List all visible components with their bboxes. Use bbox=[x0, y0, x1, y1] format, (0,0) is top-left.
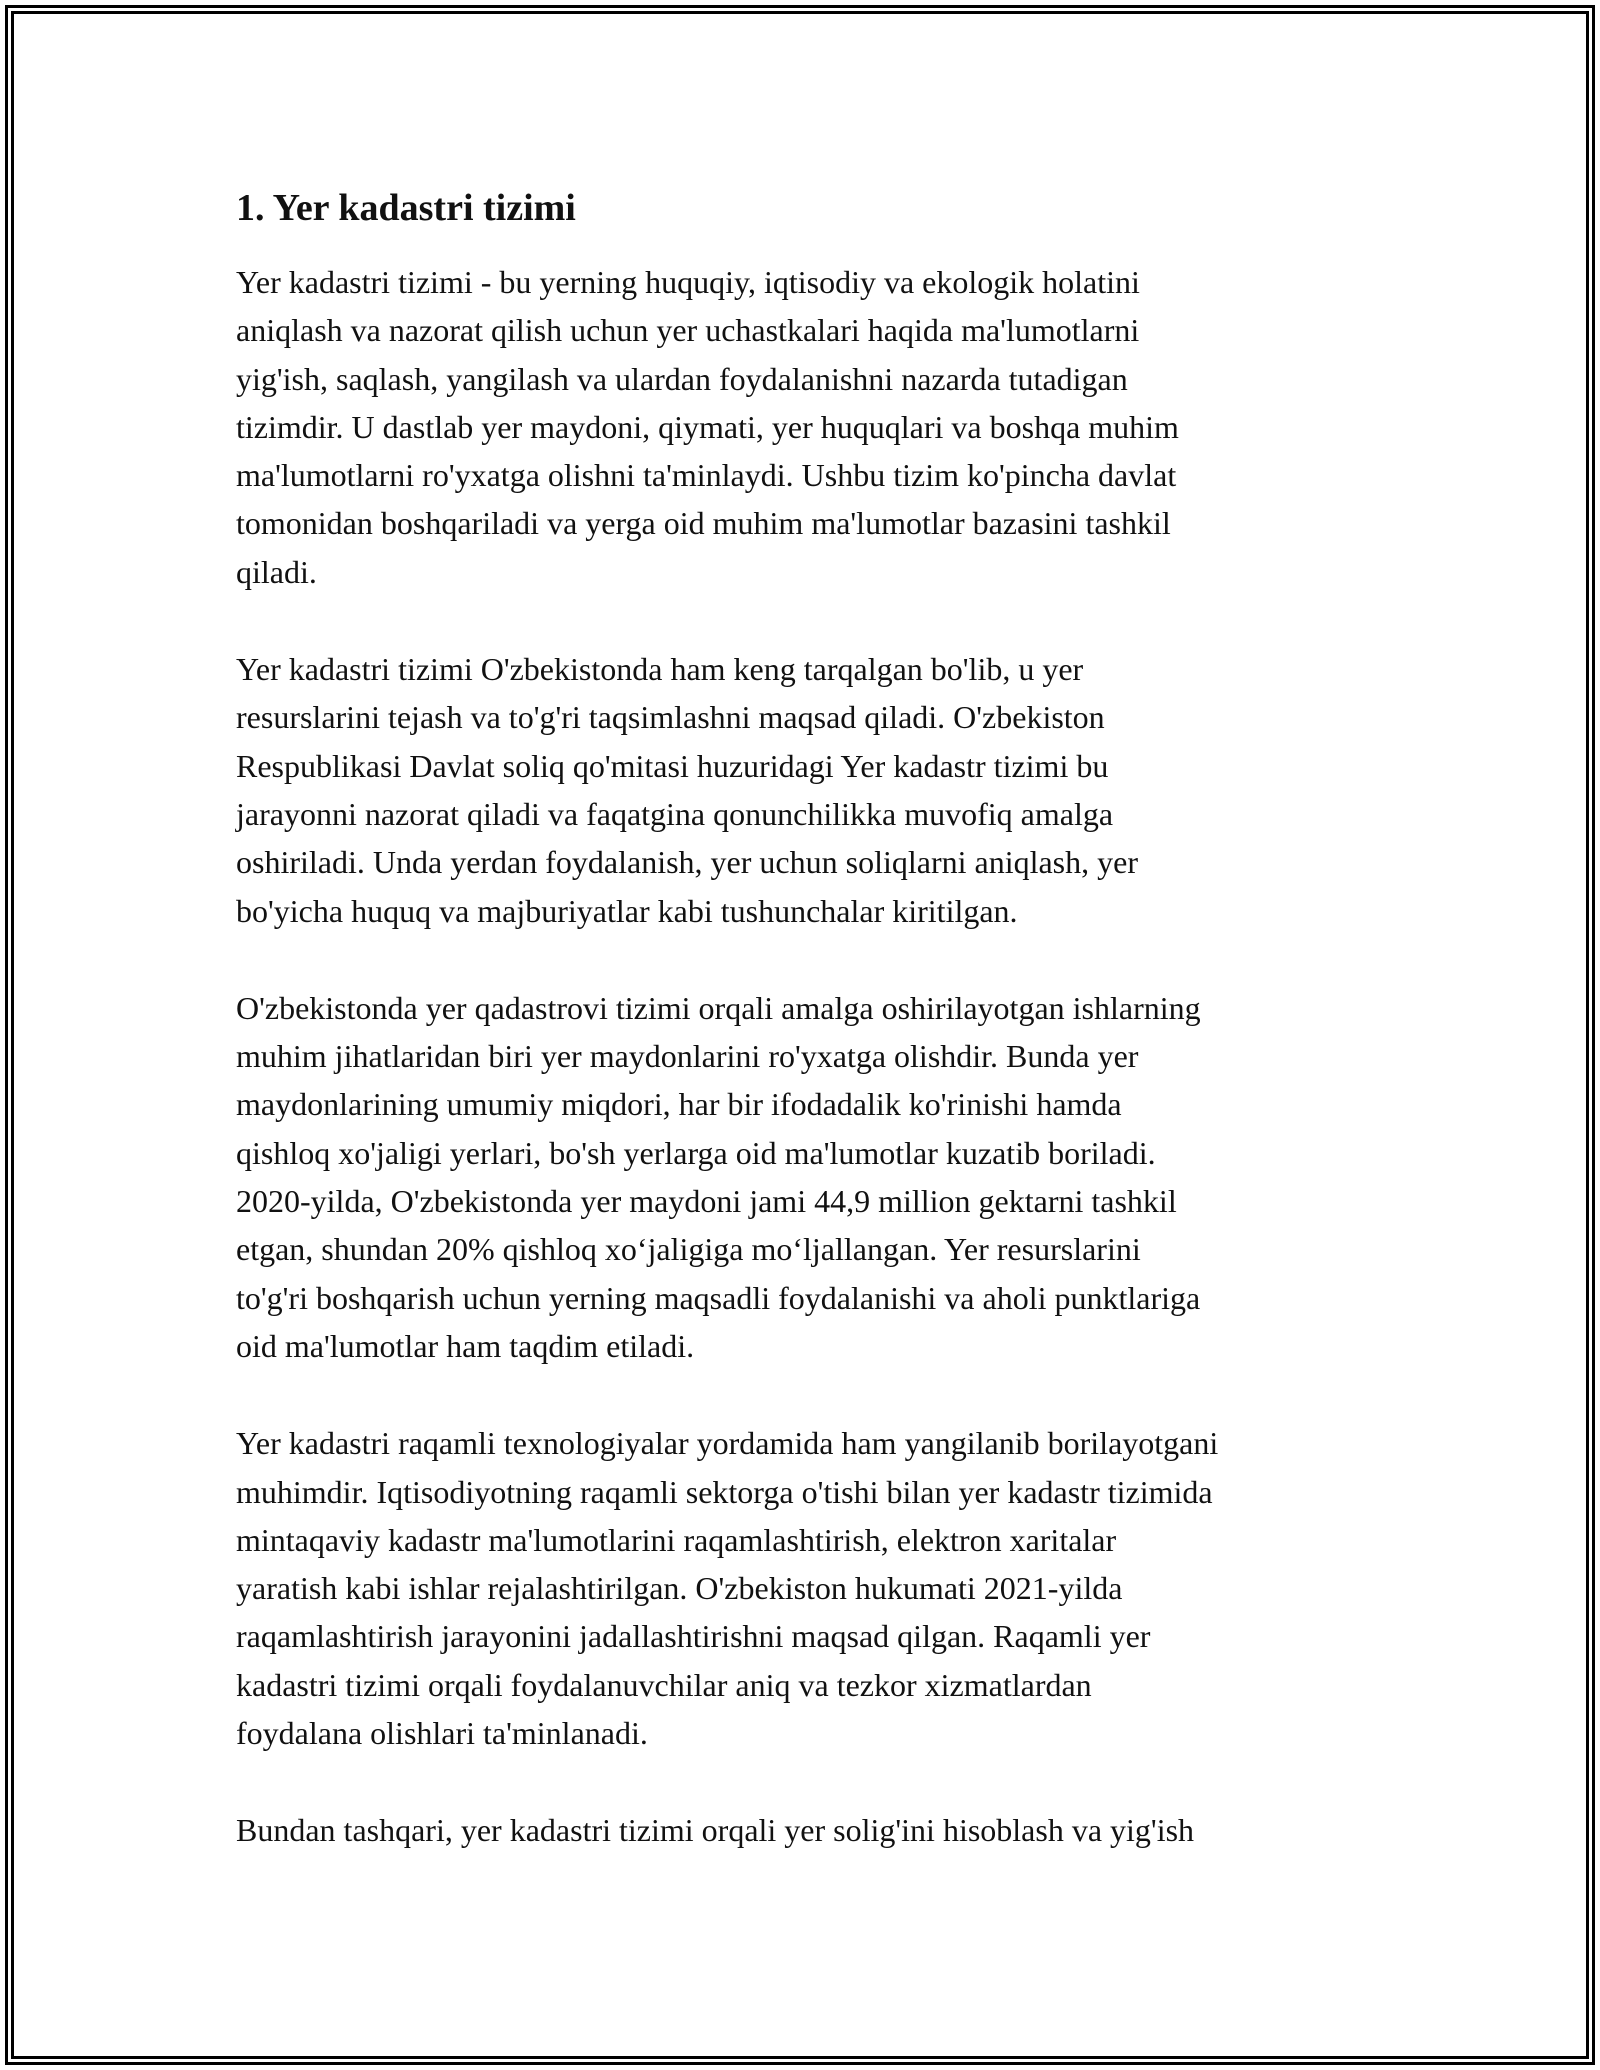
paragraph-digitalization bbox=[236, 1419, 1376, 1757]
text-line: yig'ish, saqlash, yangilash va ulardan foydalanishni nazarda tutadigan bbox=[236, 360, 1128, 397]
text-line: Yer kadastri tizimi - bu yerning huquqiy, iqtisodiy va ekologik holatini bbox=[236, 264, 1140, 300]
text-line: Yer kadastri tizimi O'zbekistonda ham keng tarqalgan bo'lib, u yer bbox=[236, 651, 1084, 688]
text-line: kadastri tizimi orqali foydalanuvchilar aniq va tezkor xizmatlardan bbox=[236, 1666, 1092, 1703]
paragraph-land-tax bbox=[236, 1806, 1376, 1854]
text-line: tizimdir. U dastlab yer maydoni, qiymati, yer huquqlari va boshqa muhim bbox=[236, 408, 1179, 445]
text-line: tomonidan boshqariladi va yerga oid muhim ma'lumotlar bazasini tashkil bbox=[236, 505, 1171, 542]
page-title: 1. Yer kadastri tizimi bbox=[236, 187, 576, 229]
text-line: jarayonni nazorat qiladi va faqatgina qonunchilikka muvofiq amalga bbox=[236, 795, 1114, 832]
paragraph-spacer bbox=[236, 1757, 1376, 1806]
text-line: foydalana olishlari ta'minlanadi. bbox=[236, 1715, 648, 1752]
text-line: aniqlash va nazorat qilish uchun yer uchastkalari haqida ma'lumotlarni bbox=[236, 312, 1140, 349]
text-line: muhim jihatlaridan biri yer maydonlarini ro'yxatga olishdir. Bunda yer bbox=[236, 1038, 1139, 1075]
text-line: O'zbekistonda yer qadastrovi tizimi orqali amalga oshirilayotgan ishlarning bbox=[236, 989, 1201, 1026]
text-line: Yer kadastri raqamli texnologiyalar yordamida ham yangilanib borilayotgani bbox=[236, 1425, 1219, 1462]
paragraph-land-registration bbox=[236, 984, 1376, 1370]
text-line: mintaqaviy kadastr ma'lumotlarini raqamlashtirish, elektron xaritalar bbox=[236, 1521, 1117, 1558]
paragraph-definition bbox=[236, 258, 1376, 596]
text-line: to'g'ri boshqarish uchun yerning maqsadli foydalanishi va aholi punktlariga bbox=[236, 1279, 1201, 1316]
text-line: resurslarini tejash va to'g'ri taqsimlashni maqsad qiladi. O'zbekiston bbox=[236, 699, 1105, 736]
text-line: oid ma'lumotlar ham taqdim etiladi. bbox=[236, 1327, 695, 1364]
text-line: etgan, shundan 20% qishloq xoʻjaligiga moʻljallangan. Yer resurslarini bbox=[236, 1231, 1141, 1268]
text-line: bo'yicha huquq va majburiyatlar kabi tushunchalar kiritilgan. bbox=[236, 892, 1018, 929]
text-line: qiladi. bbox=[236, 553, 317, 590]
document-body bbox=[236, 180, 1376, 1855]
text-line: muhimdir. Iqtisodiyotning raqamli sektorga o'tishi bilan yer kadastr tizimida bbox=[236, 1473, 1213, 1510]
text-line: 2020-yilda, O'zbekistonda yer maydoni jami 44,9 million gektarni tashkil bbox=[236, 1183, 1177, 1220]
paragraph-uzbekistan-system bbox=[236, 645, 1376, 935]
text-line: qishloq xo'jaligi yerlari, bo'sh yerlarga oid ma'lumotlar kuzatib boriladi. bbox=[236, 1134, 1156, 1171]
text-line: maydonlarining umumiy miqdori, har bir ifodadalik ko'rinishi hamda bbox=[236, 1086, 1122, 1123]
paragraph-spacer bbox=[236, 596, 1376, 645]
paragraph-spacer bbox=[236, 1370, 1376, 1419]
text-line: Bundan tashqari, yer kadastri tizimi orqali yer solig'ini hisoblash va yig'ish bbox=[236, 1812, 1195, 1849]
text-line: yaratish kabi ishlar rejalashtirilgan. O'zbekiston hukumati 2021-yilda bbox=[236, 1570, 1123, 1607]
text-line: ma'lumotlarni ro'yxatga olishni ta'minlaydi. Ushbu tizim ko'pincha davlat bbox=[236, 457, 1177, 494]
paragraph-spacer bbox=[236, 935, 1376, 984]
text-line: Respublikasi Davlat soliq qo'mitasi huzuridagi Yer kadastr tizimi bu bbox=[236, 747, 1109, 784]
text-line: raqamlashtirish jarayonini jadallashtirishni maqsad qilgan. Raqamli yer bbox=[236, 1618, 1151, 1655]
text-line: oshiriladi. Unda yerdan foydalanish, yer uchun soliqlarni aniqlash, yer bbox=[236, 844, 1138, 881]
